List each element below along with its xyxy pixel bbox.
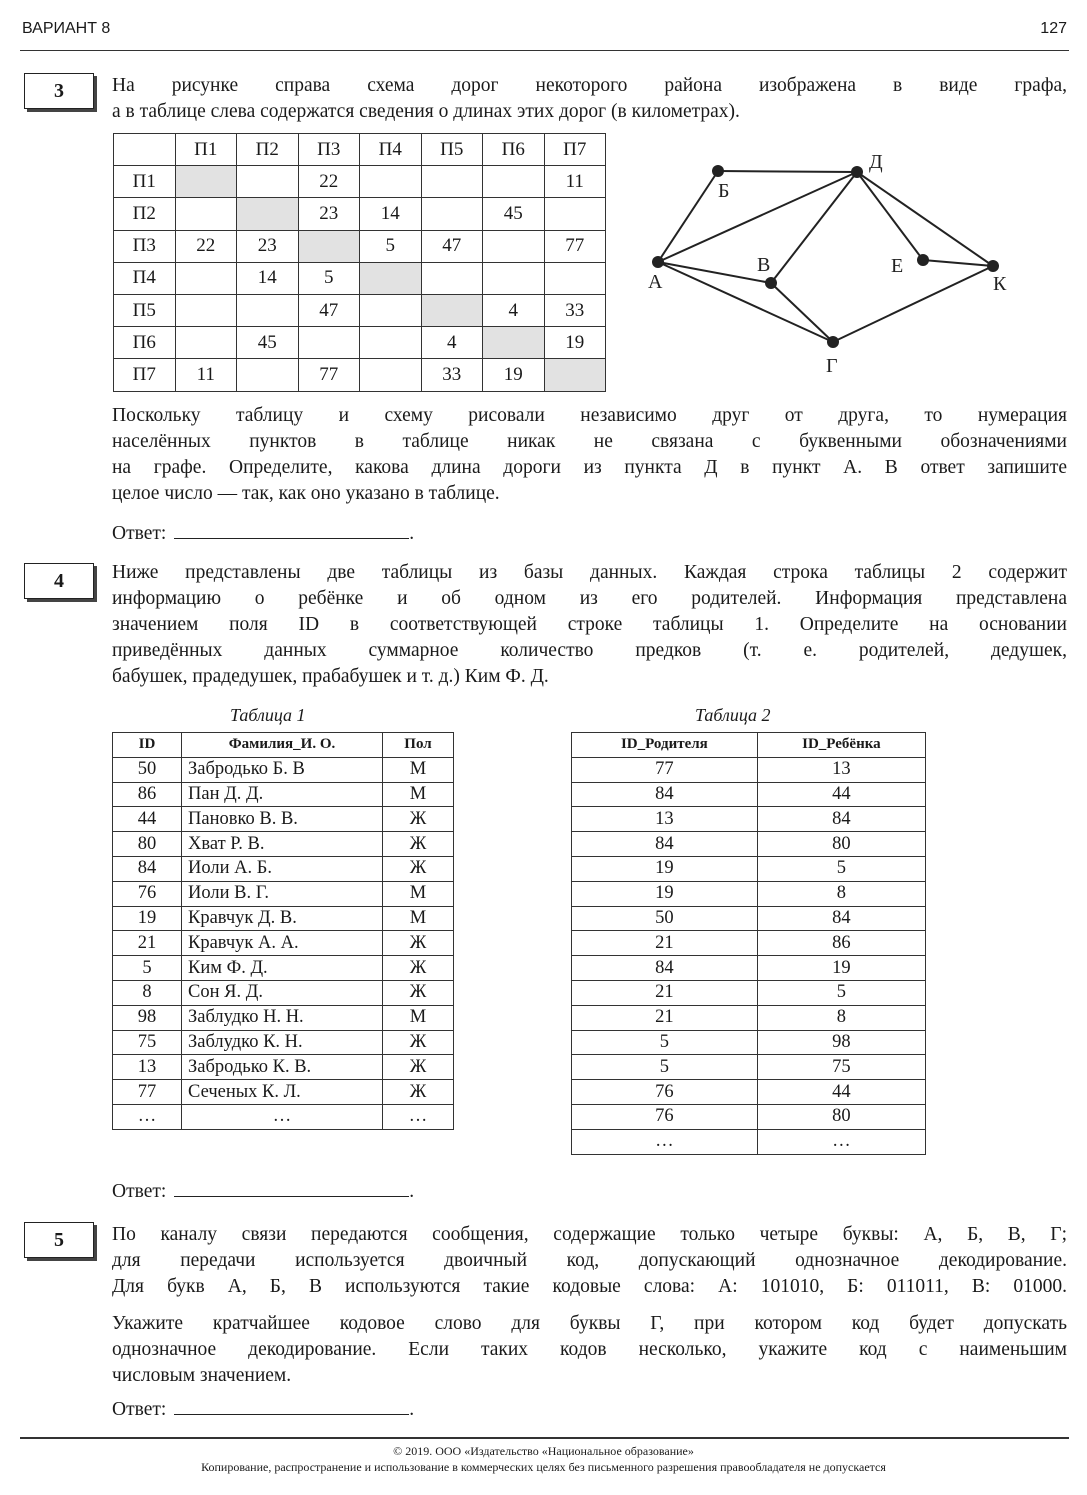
text-line: информацию о ребёнке и об одном из его родителей. Информация представлена	[112, 588, 1067, 609]
table-cell: Ж	[383, 1055, 454, 1080]
table-cell: 98	[113, 1005, 182, 1030]
text-line: приведённых данных суммарное количество предков (т. е. родителей, дедушек,	[112, 640, 1067, 661]
table-cell: 80	[113, 832, 182, 857]
road-graph	[0, 0, 1087, 400]
table-cell: 21	[572, 1005, 758, 1030]
table-cell: Забродько К. В.	[182, 1055, 383, 1080]
table-row	[572, 956, 926, 981]
table-cell: 13	[757, 757, 925, 782]
table-cell: 75	[757, 1055, 925, 1080]
header-cell: П6	[483, 134, 545, 166]
table-cell: Ж	[383, 980, 454, 1005]
table-header-row	[572, 733, 926, 758]
table-cell: 76	[572, 1080, 758, 1105]
table-row	[572, 1030, 926, 1055]
table-cell: Ж	[383, 856, 454, 881]
table-row	[572, 807, 926, 832]
table-cell: 45	[237, 327, 299, 359]
text-line: Для букв А, Б, В используются такие кодовые слова: А: 101010, Б: 011011, В: 01000.	[112, 1276, 1067, 1297]
table-cell: 8	[757, 881, 925, 906]
table-cell: Иоли В. Г.	[182, 881, 383, 906]
table-row	[572, 980, 926, 1005]
text-line: Поскольку таблицу и схему рисовали независимо друг от друга, то нумерация	[112, 405, 1067, 426]
table-cell: М	[383, 1005, 454, 1030]
table-row	[113, 832, 454, 857]
table-cell: 76	[113, 881, 182, 906]
table-row	[113, 1055, 454, 1080]
table-cell: 5	[572, 1055, 758, 1080]
graph-node-label: К	[993, 273, 1007, 295]
answer-label: Ответ:	[112, 523, 167, 544]
table-cell: 33	[544, 294, 606, 326]
table-cell: 14	[237, 262, 299, 294]
graph-node-label: Е	[891, 255, 904, 277]
graph-edge	[923, 260, 993, 266]
table-cell: 21	[572, 980, 758, 1005]
table-cell: 45	[483, 198, 545, 230]
table-cell: Хват Р. В.	[182, 832, 383, 857]
table-cell: 76	[572, 1104, 758, 1129]
table-row	[572, 906, 926, 931]
header-cell: П5	[421, 134, 483, 166]
header-cell: П1	[175, 134, 237, 166]
header-cell: ID_Родителя	[572, 733, 758, 758]
graph-edge	[658, 262, 833, 342]
table-cell: 22	[298, 166, 360, 198]
table-cell: М	[383, 906, 454, 931]
table-cell: М	[383, 881, 454, 906]
table-cell: Кравчук Д. В.	[182, 906, 383, 931]
table-row	[113, 782, 454, 807]
table-cell: 86	[757, 931, 925, 956]
table-cell: …	[182, 1104, 383, 1129]
text-line: для передачи используется двоичный код, допускающий однозначное декодирование.	[112, 1250, 1067, 1271]
table-row	[572, 1055, 926, 1080]
relations-table	[571, 732, 926, 1155]
table-row	[113, 906, 454, 931]
table-cell: Ж	[383, 807, 454, 832]
graph-node-label: Д	[869, 151, 883, 173]
table-cell: 86	[113, 782, 182, 807]
graph-node-label: А	[648, 271, 663, 293]
answer-task4: Ответ: .	[112, 1178, 414, 1203]
table-cell: 98	[757, 1030, 925, 1055]
table-cell: 5	[360, 230, 422, 262]
text-line: По каналу связи передаются сообщения, содержащие только четыре буквы: А, Б, В, Г;	[112, 1224, 1067, 1245]
answer-label: Ответ:	[112, 1181, 167, 1202]
table-cell: 77	[572, 757, 758, 782]
table-cell: 33	[421, 359, 483, 391]
table-cell: 77	[113, 1080, 182, 1105]
table-row	[572, 1080, 926, 1105]
text-line: Укажите кратчайшее кодовое слово для буквы Г, при котором код будет допускать	[112, 1313, 1067, 1334]
table1-caption: Таблица 1	[230, 705, 306, 725]
graph-node	[987, 260, 999, 272]
table-cell: 4	[421, 327, 483, 359]
table-cell: П1	[114, 166, 176, 198]
copyright: © 2019. ООО «Издательство «Национальное образование»	[393, 1444, 694, 1458]
header-cell: П3	[298, 134, 360, 166]
table-cell: П4	[114, 262, 176, 294]
text-line: бабушек, прадедушек, прабабушек и т. д.) Ким Ф. Д.	[112, 666, 549, 687]
table-cell: 5	[572, 1030, 758, 1055]
table-cell: П3	[114, 230, 176, 262]
graph-node	[827, 336, 839, 348]
graph-edge	[857, 172, 923, 260]
task3-body	[112, 403, 1067, 507]
table-cell: М	[383, 757, 454, 782]
text-line: а в таблице слева содержатся сведения о длинах этих дорог (в километрах).	[112, 101, 740, 122]
table-cell: 19	[113, 906, 182, 931]
graph-node	[851, 166, 863, 178]
task-number-5: 5	[24, 1222, 94, 1258]
table-row	[113, 1005, 454, 1030]
table-cell: 50	[572, 906, 758, 931]
graph-node-label: В	[757, 254, 771, 276]
graph-edge	[857, 172, 993, 266]
table-cell: 80	[757, 1104, 925, 1129]
table-cell: 21	[572, 931, 758, 956]
table-cell: 22	[175, 230, 237, 262]
table-cell: 80	[757, 832, 925, 857]
text-line: однозначное декодирование. Если таких кодов несколько, укажите код с наименьшим	[112, 1339, 1067, 1360]
table-cell: Ж	[383, 956, 454, 981]
table-cell: …	[113, 1104, 182, 1129]
table-cell: Пан Д. Д.	[182, 782, 383, 807]
table-header-row	[113, 733, 454, 758]
table-cell: 44	[757, 1080, 925, 1105]
table-row	[113, 807, 454, 832]
table-row	[113, 881, 454, 906]
table-row	[113, 1104, 454, 1129]
table-cell: 84	[757, 807, 925, 832]
answer-field[interactable]	[174, 1396, 409, 1415]
graph-node	[917, 254, 929, 266]
table-cell: 5	[757, 980, 925, 1005]
table-row	[572, 1129, 926, 1154]
text-line: населённых пунктов в таблице никак не связана с буквенными обозначениями	[112, 431, 1067, 452]
graph-edge	[718, 171, 857, 172]
table-row	[113, 1030, 454, 1055]
table-cell: 13	[113, 1055, 182, 1080]
answer-label: Ответ:	[112, 1399, 167, 1420]
table-cell: 84	[572, 782, 758, 807]
table-row	[572, 931, 926, 956]
table-cell: 8	[757, 1005, 925, 1030]
table-cell: …	[572, 1129, 758, 1154]
table-cell: 5	[298, 262, 360, 294]
table-cell: 14	[360, 198, 422, 230]
table-cell: 47	[421, 230, 483, 262]
task-number-4: 4	[24, 563, 94, 599]
table-row	[572, 757, 926, 782]
table-row	[572, 1005, 926, 1030]
table-cell: Пановко В. В.	[182, 807, 383, 832]
graph-edge	[833, 266, 993, 342]
table-cell: 84	[757, 906, 925, 931]
table-cell: 5	[757, 856, 925, 881]
table-cell: …	[383, 1104, 454, 1129]
graph-edge	[771, 283, 833, 342]
table-cell: 84	[113, 856, 182, 881]
header-cell: Пол	[383, 733, 454, 758]
header-cell: ID	[113, 733, 182, 758]
text-line: на графе. Определите, какова длина дороги из пункта Д в пункт А. В ответ запишите	[112, 457, 1067, 478]
header-cell: П2	[237, 134, 299, 166]
header-cell: П7	[544, 134, 606, 166]
graph-node	[712, 165, 724, 177]
table-cell: 84	[572, 832, 758, 857]
table-cell: 50	[113, 757, 182, 782]
table-cell: 77	[544, 230, 606, 262]
table-row	[572, 856, 926, 881]
table-cell: …	[757, 1129, 925, 1154]
table-cell: Ж	[383, 1030, 454, 1055]
table-cell: Ж	[383, 832, 454, 857]
table-cell: Ж	[383, 931, 454, 956]
table-cell: 19	[483, 359, 545, 391]
task-number-3: 3	[24, 73, 94, 109]
text-line: значением поля ID в соответствующей строке таблицы 1. Определите на основании	[112, 614, 1067, 635]
table-cell: Сон Я. Д.	[182, 980, 383, 1005]
answer-field[interactable]	[174, 520, 409, 539]
persons-table	[112, 732, 454, 1130]
table-row	[572, 1104, 926, 1129]
table-cell: 84	[572, 956, 758, 981]
table-cell: М	[383, 782, 454, 807]
table-row	[113, 931, 454, 956]
table-row	[113, 1080, 454, 1105]
table-cell: П6	[114, 327, 176, 359]
table-cell: 44	[113, 807, 182, 832]
graph-node	[652, 256, 664, 268]
table-cell: 11	[544, 166, 606, 198]
task4-body	[112, 560, 1067, 690]
graph-edge	[658, 262, 771, 283]
text-line: целое число — так, как оно указано в таблице.	[112, 483, 500, 504]
text-line: Ниже представлены две таблицы из базы данных. Каждая строка таблицы 2 содержит	[112, 562, 1067, 583]
header-cell: Фамилия_И. О.	[182, 733, 383, 758]
table-cell: Ким Ф. Д.	[182, 956, 383, 981]
task5-body2	[112, 1311, 1067, 1389]
table-cell: 75	[113, 1030, 182, 1055]
copy-notice: Копирование, распространение и использование в коммерческих целях без письменного разрешения правообладателя не допускается	[201, 1460, 886, 1474]
table-cell: 19	[572, 881, 758, 906]
table-row	[572, 881, 926, 906]
table-cell: Заблудко Н. Н.	[182, 1005, 383, 1030]
table-cell: Сеченых К. Л.	[182, 1080, 383, 1105]
answer-field[interactable]	[174, 1178, 409, 1197]
table-cell: 5	[113, 956, 182, 981]
table-row	[572, 832, 926, 857]
graph-node-label: Б	[718, 180, 730, 202]
graph-edge	[771, 172, 857, 283]
answer-task5: Ответ: .	[112, 1396, 414, 1421]
table-cell: П2	[114, 198, 176, 230]
table-row	[113, 856, 454, 881]
task5-body1	[112, 1222, 1067, 1300]
answer-task3: Ответ: .	[112, 520, 414, 545]
table-cell: 19	[544, 327, 606, 359]
variant-label: ВАРИАНТ 8	[22, 20, 111, 37]
table-cell: 77	[298, 359, 360, 391]
table-cell: 13	[572, 807, 758, 832]
graph-node-label: Г	[826, 355, 838, 377]
footer-divider	[20, 1437, 1069, 1439]
table-row	[572, 782, 926, 807]
table-cell: Забродько Б. В	[182, 757, 383, 782]
table-cell: П5	[114, 294, 176, 326]
table-cell: 8	[113, 980, 182, 1005]
header-cell: ID_Ребёнка	[757, 733, 925, 758]
table-cell: 23	[298, 198, 360, 230]
table-cell: 23	[237, 230, 299, 262]
table-cell: 19	[757, 956, 925, 981]
table-cell: 47	[298, 294, 360, 326]
table-cell: Заблудко К. Н.	[182, 1030, 383, 1055]
table-cell: 19	[572, 856, 758, 881]
graph-node	[765, 277, 777, 289]
text-line: На рисунке справа схема дорог некоторого района изображена в виде графа,	[112, 75, 1067, 96]
table-cell: 21	[113, 931, 182, 956]
table-row	[113, 956, 454, 981]
page-number: 127	[1040, 20, 1067, 37]
table-cell: Иоли А. Б.	[182, 856, 383, 881]
table-cell: 44	[757, 782, 925, 807]
table-row	[113, 757, 454, 782]
table-cell: 4	[483, 294, 545, 326]
table-cell: 11	[175, 359, 237, 391]
table-cell: Кравчук А. А.	[182, 931, 383, 956]
table-cell: П7	[114, 359, 176, 391]
table-row	[113, 980, 454, 1005]
table-cell: Ж	[383, 1080, 454, 1105]
text-line: числовым значением.	[112, 1365, 292, 1386]
table2-caption: Таблица 2	[695, 705, 771, 725]
header-cell: П4	[360, 134, 422, 166]
